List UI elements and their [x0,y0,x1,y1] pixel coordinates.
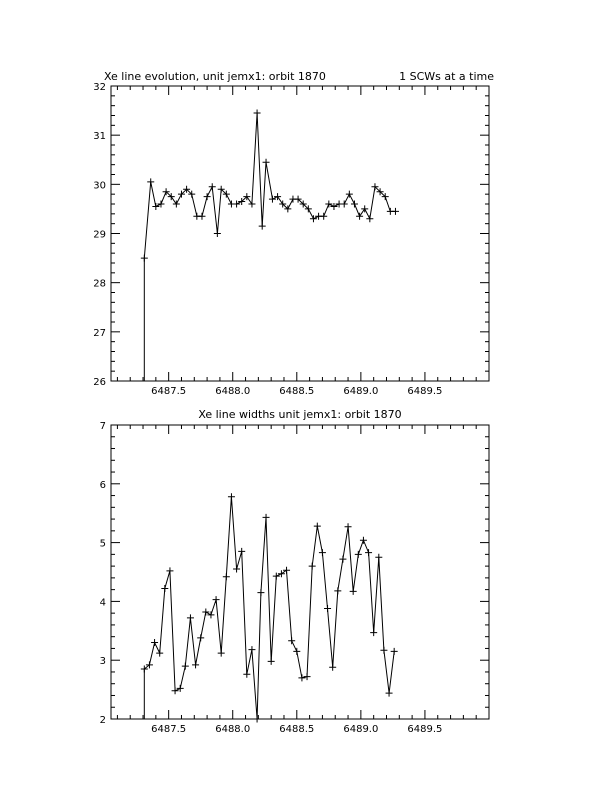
evolution-x-tick-label: 6487.5 [151,386,187,397]
widths-data-point [298,674,305,681]
evolution-data-point [248,201,255,208]
widths-data-point [283,567,290,574]
widths-data-point [268,658,275,665]
widths-data-point [218,650,225,657]
widths-data-point [350,588,357,595]
evolution-data-point [204,193,211,200]
widths-data-point [375,554,382,561]
widths-y-tick-label: 2 [99,715,106,726]
widths-x-tick-label: 6489.5 [407,724,443,735]
widths-data-point [263,514,270,521]
widths-data-point [161,585,168,592]
widths-data-point [228,493,235,500]
evolution-y-tick-label: 28 [93,278,106,290]
widths-data-point [166,567,173,574]
evolution-data-point [361,205,368,212]
evolution-x-tick-label: 6488.5 [279,386,315,397]
widths-data-point [257,589,264,596]
widths-data-point [319,549,326,556]
evolution-data-point [259,223,266,230]
evolution-y-tick-label: 27 [93,327,106,339]
widths-data-point [339,556,346,563]
widths-data-point [197,634,204,641]
widths-data-point [243,671,250,678]
widths-data-point [370,629,377,636]
widths-data-point [254,716,261,723]
evolution-y-tick-label: 31 [93,131,106,143]
widths-series-line [144,497,394,719]
evolution-data-point [141,255,148,262]
evolution-data-point [392,208,399,215]
evolution-data-point [214,230,221,237]
widths-x-tick-label: 6489.0 [343,724,379,735]
evolution-data-point [351,201,358,208]
evolution-data-point [254,110,261,117]
widths-y-tick-label: 7 [99,421,106,432]
evolution-data-point [198,213,205,220]
widths-data-point [156,650,163,657]
evolution-data-point [173,201,180,208]
widths-y-tick-label: 4 [99,597,106,609]
widths-data-point [187,614,194,621]
evolution-data-point [341,201,348,208]
evolution-y-tick-label: 26 [93,377,106,388]
widths-y-tick-label: 5 [99,538,106,550]
widths-chart [100,408,489,735]
widths-chart-title: Xe line widths unit jemx1: orbit 1870 [198,408,402,421]
evolution-data-point [366,215,373,222]
widths-data-point [309,563,316,570]
widths-data-point [355,551,362,558]
widths-data-point [345,523,352,530]
widths-data-point [386,690,393,697]
widths-data-point [182,663,189,670]
widths-data-point [223,573,230,580]
widths-data-point [329,664,336,671]
widths-data-point [151,639,158,646]
evolution-x-tick-label: 6488.0 [215,386,251,397]
widths-data-point [391,648,398,655]
widths-y-tick-label: 3 [99,656,106,668]
widths-x-tick-label: 6488.5 [279,724,315,735]
evolution-plot-frame [111,86,489,381]
widths-y-tick-label: 6 [99,479,106,491]
evolution-data-point [346,191,353,198]
widths-data-point [365,549,372,556]
evolution-x-tick-label: 6489.5 [407,386,443,397]
evolution-y-tick-label: 30 [93,180,106,192]
evolution-data-point [147,178,154,185]
widths-data-point [293,648,300,655]
widths-data-point [324,605,331,612]
widths-data-point [248,646,255,653]
evolution-y-tick-label: 29 [93,229,106,241]
widths-data-point [380,647,387,654]
widths-data-point [288,637,295,644]
widths-data-point [192,661,199,668]
widths-plot-frame [111,425,489,719]
evolution-data-point [320,213,327,220]
evolution-data-point [263,159,270,166]
widths-x-tick-label: 6487.5 [151,724,187,735]
widths-data-point [238,548,245,555]
evolution-chart-title: Xe line evolution, unit jemx1: orbit 1870 [104,70,326,83]
widths-data-point [233,566,240,573]
evolution-series-line [144,113,395,381]
widths-data-point [304,673,311,680]
widths-x-tick-label: 6488.0 [215,724,251,735]
evolution-chart [93,70,494,397]
widths-data-point [314,523,321,530]
evolution-y-tick-label: 32 [93,82,106,93]
widths-data-point [360,537,367,544]
widths-data-point [334,587,341,594]
evolution-x-tick-label: 6489.0 [343,386,379,397]
widths-data-point [213,596,220,603]
evolution-data-point [356,213,363,220]
evolution-data-point [209,183,216,190]
evolution-chart-subtitle: 1 SCWs at a time [399,70,494,83]
